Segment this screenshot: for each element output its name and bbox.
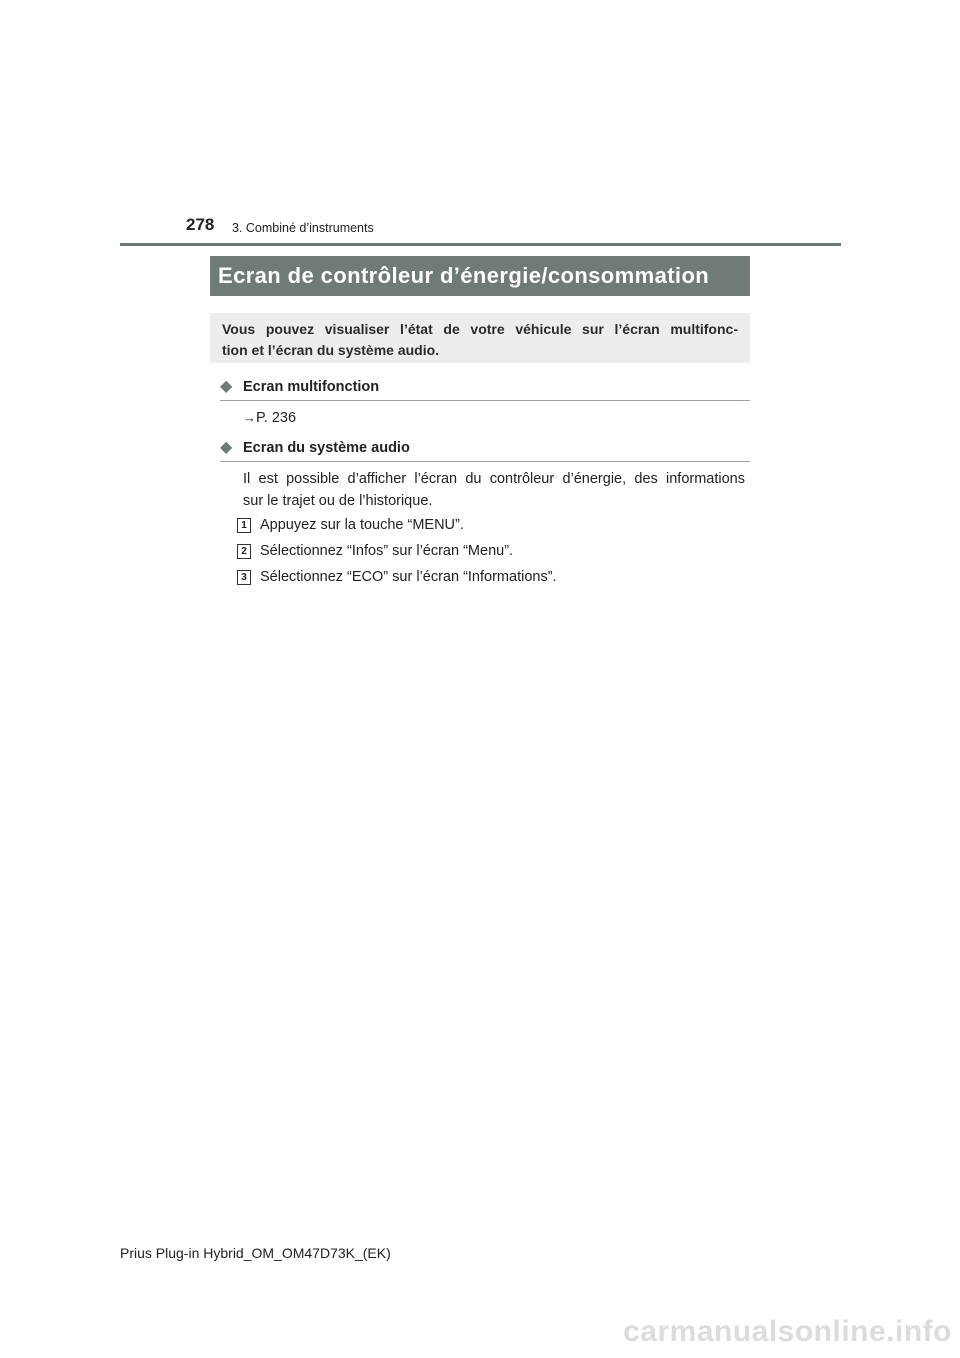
intro-box <box>210 313 750 363</box>
step-text: Sélectionnez “ECO” sur l’écran “Informations”. <box>260 569 557 585</box>
diamond-bullet-icon: ◆ <box>220 439 233 456</box>
page-reference-link[interactable] <box>243 410 296 426</box>
paragraph-line-2: sur le trajet ou de l’historique. <box>243 493 433 509</box>
subheading-label: Ecran multifonction <box>243 379 380 395</box>
body-paragraph <box>243 468 745 512</box>
page-number: 278 <box>186 215 215 234</box>
step-number-badge: 1 <box>237 518 251 533</box>
intro-text-line-2: tion et l’écran du système audio. <box>222 342 440 358</box>
header-divider <box>120 243 841 246</box>
step-text: Sélectionnez “Infos” sur l’écran “Menu”. <box>260 543 514 559</box>
subheading-label: Ecran du système audio <box>243 440 410 456</box>
paragraph-line-1: Il est possible d’afficher l’écran du contrôleur d’énergie, des informations <box>243 471 745 487</box>
arrow-right-icon: → <box>243 410 256 425</box>
chapter-title: 3. Combiné d’instruments <box>232 221 374 235</box>
step-number-badge: 2 <box>237 544 251 559</box>
subheading-multifunction-display <box>220 379 750 401</box>
section-title: Ecran de contrôleur d’énergie/consommation <box>218 263 710 288</box>
page-reference-text: P. 236 <box>256 410 297 426</box>
watermark: carmanualsonline.info <box>623 1315 952 1348</box>
subheading-audio-system-screen <box>220 440 750 462</box>
intro-text-line-1: Vous pouvez visualiser l’état de votre véhicule sur l’écran multifonc- <box>222 321 738 337</box>
step-text: Appuyez sur la touche “MENU”. <box>260 517 464 533</box>
footer-document-id: Prius Plug-in Hybrid_OM_OM47D73K_(EK) <box>120 1245 391 1261</box>
diamond-bullet-icon: ◆ <box>220 378 233 395</box>
step-item <box>237 569 557 585</box>
section-title-banner <box>210 256 750 296</box>
step-item <box>237 543 513 559</box>
step-item <box>237 517 464 533</box>
step-number-badge: 3 <box>237 570 251 585</box>
